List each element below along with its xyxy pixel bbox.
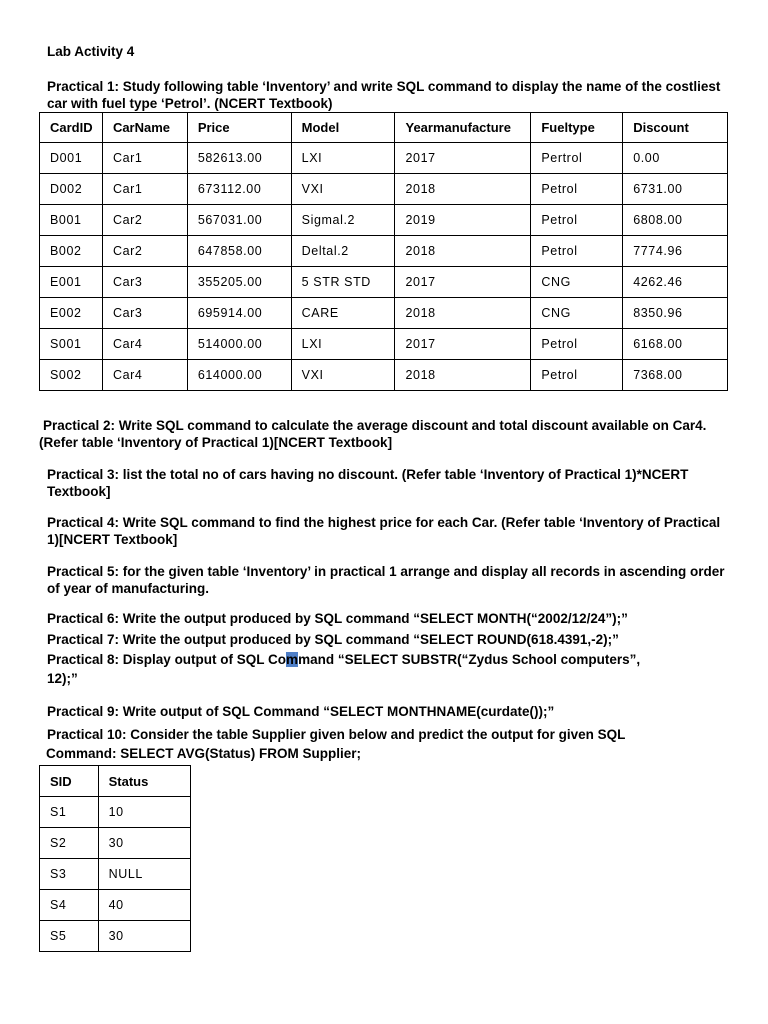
practical-8-text-start: Practical 8: Display output of SQL Co	[47, 652, 287, 667]
inventory-cell-carname: Car3	[102, 267, 187, 298]
inventory-header-discount: Discount	[623, 113, 728, 143]
inventory-cell-discount: 6731.00	[623, 174, 728, 205]
inventory-cell-year: 2018	[395, 360, 531, 391]
inventory-cell-price: 567031.00	[187, 205, 291, 236]
practical-8-line-1	[47, 651, 640, 668]
practical-2-line-2: (Refer table ‘Inventory of Practical 1)[NCERT Textbook]	[39, 435, 393, 450]
inventory-cell-price: 695914.00	[187, 298, 291, 329]
inventory-cell-fueltype: CNG	[531, 267, 623, 298]
inventory-cell-carname: Car4	[102, 360, 187, 391]
practical-1-line-1: Practical 1: Study following table ‘Inventory’ and write SQL command to display the name of the costliest	[47, 79, 721, 94]
supplier-cell-sid: S2	[40, 828, 99, 859]
supplier-header-sid: SID	[40, 766, 99, 797]
practical-3-line-1: Practical 3: list the total no of cars having no discount. (Refer table ‘Inventory of Practical 1)*NCERT	[47, 467, 689, 482]
practical-8-text-end: mand “SELECT SUBSTR(“Zydus School computers”,	[298, 652, 641, 667]
practical-7: Practical 7: Write the output produced by SQL command “SELECT ROUND(618.4391,-2);”	[47, 632, 619, 647]
inventory-cell-fueltype: CNG	[531, 298, 623, 329]
inventory-cell-model: Deltal.2	[291, 236, 395, 267]
inventory-cell-model: CARE	[291, 298, 395, 329]
inventory-body	[40, 143, 728, 391]
table-row	[40, 143, 728, 174]
supplier-table	[39, 765, 191, 952]
inventory-cell-discount: 6168.00	[623, 329, 728, 360]
practical-6: Practical 6: Write the output produced by SQL command “SELECT MONTH(“2002/12/24”);”	[47, 611, 628, 626]
table-row	[40, 797, 191, 828]
inventory-cell-carname: Car3	[102, 298, 187, 329]
table-row	[40, 329, 728, 360]
supplier-header-row	[40, 766, 191, 797]
inventory-cell-year: 2018	[395, 236, 531, 267]
inventory-cell-year: 2017	[395, 267, 531, 298]
practical-1	[47, 78, 720, 112]
inventory-cell-discount: 4262.46	[623, 267, 728, 298]
table-row	[40, 298, 728, 329]
inventory-cell-price: 614000.00	[187, 360, 291, 391]
inventory-header-cardid: CardID	[40, 113, 103, 143]
inventory-cell-model: 5 STR STD	[291, 267, 395, 298]
practical-3	[47, 466, 688, 500]
text-selection-highlight[interactable]: m	[286, 652, 299, 667]
table-row	[40, 921, 191, 952]
practical-8-line-2: 12);”	[47, 671, 78, 686]
supplier-cell-sid: S4	[40, 890, 99, 921]
practical-2-line-1: Practical 2: Write SQL command to calculate the average discount and total discount available on Car4.	[43, 418, 707, 433]
inventory-cell-model: Sigmal.2	[291, 205, 395, 236]
practical-2	[39, 417, 707, 451]
table-row	[40, 205, 728, 236]
inventory-cell-price: 582613.00	[187, 143, 291, 174]
table-row	[40, 360, 728, 391]
inventory-cell-cardid: D002	[40, 174, 103, 205]
inventory-header-carname: CarName	[102, 113, 187, 143]
practical-10-line-2: Command: SELECT AVG(Status) FROM Supplier;	[46, 746, 362, 761]
supplier-cell-status: 10	[98, 797, 190, 828]
inventory-header-price: Price	[187, 113, 291, 143]
inventory-cell-cardid: E002	[40, 298, 103, 329]
document-title: Lab Activity 4	[47, 44, 135, 59]
inventory-cell-cardid: B001	[40, 205, 103, 236]
inventory-cell-fueltype: Pertrol	[531, 143, 623, 174]
inventory-cell-cardid: D001	[40, 143, 103, 174]
supplier-cell-status: 30	[98, 828, 190, 859]
inventory-header-year: Yearmanufacture	[395, 113, 531, 143]
practical-1-line-2: car with fuel type ‘Petrol’. (NCERT Textbook)	[47, 96, 333, 111]
inventory-cell-cardid: S002	[40, 360, 103, 391]
inventory-cell-discount: 8350.96	[623, 298, 728, 329]
inventory-cell-carname: Car2	[102, 205, 187, 236]
inventory-cell-cardid: E001	[40, 267, 103, 298]
inventory-cell-model: VXI	[291, 360, 395, 391]
inventory-cell-carname: Car1	[102, 143, 187, 174]
supplier-cell-status: 40	[98, 890, 190, 921]
inventory-cell-price: 514000.00	[187, 329, 291, 360]
inventory-cell-discount: 7368.00	[623, 360, 728, 391]
practical-4	[47, 514, 720, 548]
inventory-cell-price: 355205.00	[187, 267, 291, 298]
table-row	[40, 890, 191, 921]
inventory-cell-discount: 0.00	[623, 143, 728, 174]
inventory-cell-fueltype: Petrol	[531, 329, 623, 360]
practical-9: Practical 9: Write output of SQL Command “SELECT MONTHNAME(curdate());”	[47, 704, 555, 719]
supplier-cell-sid: S3	[40, 859, 99, 890]
supplier-body	[40, 797, 191, 952]
practical-5	[47, 563, 724, 597]
inventory-cell-cardid: S001	[40, 329, 103, 360]
inventory-header-fueltype: Fueltype	[531, 113, 623, 143]
inventory-cell-year: 2019	[395, 205, 531, 236]
inventory-cell-price: 647858.00	[187, 236, 291, 267]
practical-3-line-2: Textbook]	[47, 484, 111, 499]
supplier-cell-sid: S1	[40, 797, 99, 828]
inventory-cell-price: 673112.00	[187, 174, 291, 205]
inventory-header-row	[40, 113, 728, 143]
table-row	[40, 828, 191, 859]
supplier-cell-status: NULL	[98, 859, 190, 890]
inventory-cell-model: LXI	[291, 143, 395, 174]
practical-4-line-1: Practical 4: Write SQL command to find the highest price for each Car. (Refer table ‘Inventory of Practical	[47, 515, 721, 530]
inventory-cell-year: 2017	[395, 329, 531, 360]
inventory-cell-cardid: B002	[40, 236, 103, 267]
practical-4-line-2: 1)[NCERT Textbook]	[47, 532, 178, 547]
inventory-cell-year: 2017	[395, 143, 531, 174]
table-row	[40, 267, 728, 298]
inventory-cell-fueltype: Petrol	[531, 360, 623, 391]
inventory-cell-model: VXI	[291, 174, 395, 205]
inventory-cell-fueltype: Petrol	[531, 236, 623, 267]
supplier-cell-sid: S5	[40, 921, 99, 952]
practical-10	[47, 726, 625, 762]
inventory-cell-carname: Car2	[102, 236, 187, 267]
supplier-header-status: Status	[98, 766, 190, 797]
inventory-cell-model: LXI	[291, 329, 395, 360]
inventory-cell-carname: Car1	[102, 174, 187, 205]
table-row	[40, 859, 191, 890]
practical-5-line-2: of year of manufacturing.	[47, 581, 210, 596]
inventory-cell-discount: 7774.96	[623, 236, 728, 267]
inventory-table	[39, 112, 728, 391]
practical-8	[47, 651, 640, 687]
inventory-cell-year: 2018	[395, 174, 531, 205]
inventory-cell-fueltype: Petrol	[531, 205, 623, 236]
inventory-cell-fueltype: Petrol	[531, 174, 623, 205]
inventory-cell-discount: 6808.00	[623, 205, 728, 236]
practical-5-line-1: Practical 5: for the given table ‘Inventory’ in practical 1 arrange and display all records in ascending order	[47, 564, 725, 579]
inventory-cell-carname: Car4	[102, 329, 187, 360]
practical-10-line-1: Practical 10: Consider the table Supplier given below and predict the output for given SQL	[47, 727, 626, 742]
table-row	[40, 174, 728, 205]
table-row	[40, 236, 728, 267]
supplier-cell-status: 30	[98, 921, 190, 952]
inventory-header-model: Model	[291, 113, 395, 143]
inventory-cell-year: 2018	[395, 298, 531, 329]
